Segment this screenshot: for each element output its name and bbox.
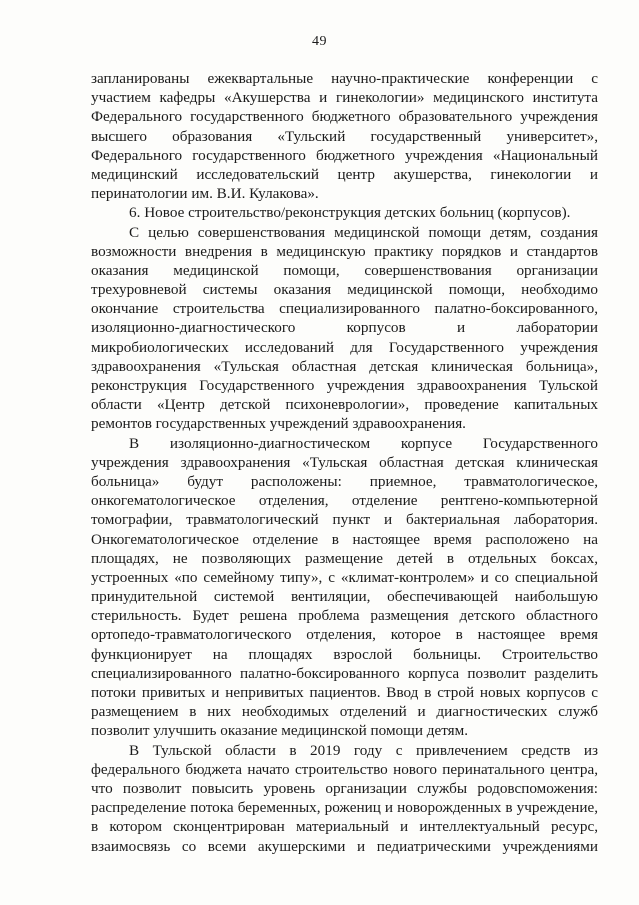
text-line: томографии, травматологический пункт и бактериальная лаборатория. <box>91 511 598 529</box>
text-line: медицинский исследовательский центр акушерства, гинекологии и <box>91 165 598 183</box>
text-line: ортопедо-травматологического отделения, которое в настоящее время <box>91 626 598 644</box>
text-line: изоляционно-диагностического корпусов и лаборатории <box>91 319 598 337</box>
text-line: потоки привитых и непривитых пациентов. Ввод в строй новых корпусов с <box>91 684 598 701</box>
text-line: высшего образования «Тульский государственный университет», <box>91 127 598 145</box>
text-line: 6. Новое строительство/реконструкция детских больниц (корпусов). <box>129 204 571 222</box>
text-line: перинатологии им. В.И. Кулакова». <box>91 185 319 203</box>
text-line: здравоохранения «Тульская областная детская клиническая больница», <box>91 357 598 375</box>
text-line: специализированного палатно-боксированного корпуса позволит разделить <box>91 664 598 682</box>
text-line: в котором сконцентрирован материальный и интеллектуальный ресурс, <box>91 818 598 836</box>
text-line: что позволит повысить уровень организации службы родовспоможения: <box>91 779 598 797</box>
text-line: окончание строительства специализированного палатно-боксированного, <box>91 300 598 318</box>
text-line: размещением в них необходимых отделений и диагностических служб <box>91 703 598 721</box>
text-line: взаимосвязь со всеми акушерскими и педиатрическими учреждениями <box>91 837 598 855</box>
text-line: устроенных «по семейному типу», с «климат-контролем» и со специальной <box>91 568 598 586</box>
text-line: оказания медицинской помощи, совершенствования организации <box>91 261 598 279</box>
text-line: трехуровневой системы оказания медицинской помощи, необходимо <box>91 281 598 299</box>
text-line: распределение потока беременных, рожениц и новорожденных в учреждение, <box>91 799 598 817</box>
text-line: больница» будут расположены: приемное, травматологическое, <box>91 472 598 490</box>
text-line: микробиологических исследований для Государственного учреждения <box>91 338 598 356</box>
text-line: учреждения здравоохранения «Тульская областная детская клиническая <box>91 453 598 471</box>
text-line: федерального бюджета начато строительство нового перинатального центра, <box>91 760 598 778</box>
text-line: реконструкция Государственного учреждения здравоохранения Тульской <box>91 377 598 394</box>
text-line: Федерального государственного бюджетного учреждения «Национальный <box>91 146 598 164</box>
text-line: В изоляционно-диагностическом корпусе Государственного <box>129 434 598 452</box>
text-line: С целью совершенствования медицинской помощи детям, создания <box>129 223 598 241</box>
page-number: 49 <box>312 34 327 49</box>
text-line: площадях, не позволяющих размещение детей в отдельных боксах, <box>91 549 598 567</box>
text-line: ремонтов государственных учреждений здравоохранения. <box>91 415 466 433</box>
text-line: позволит улучшить оказание медицинской помощи детям. <box>91 722 469 740</box>
text-line: возможности внедрения в медицинскую практику порядков и стандартов <box>91 242 598 260</box>
text-line: функционирует на площадях взрослой больницы. Строительство <box>91 645 598 663</box>
text-line: онкогематологическое отделения, отделение рентгено-компьютерной <box>91 492 598 510</box>
text-line: В Тульской области в 2019 году с привлечением средств из <box>129 741 598 759</box>
text-line: стерильность. Будет решена проблема размещения детского областного <box>91 607 598 625</box>
text-line: Федерального государственного бюджетного образовательного учреждения <box>91 108 598 126</box>
text-line: запланированы ежеквартальные научно-практические конференции с <box>91 70 598 87</box>
text-line: принудительной системой вентиляции, обеспечивающей наибольшую <box>91 588 598 606</box>
text-line: области «Центр детской психоневрологии», проведение капитальных <box>91 396 598 414</box>
text-line: участием кафедры «Акушерства и гинекологии» медицинского института <box>91 89 598 107</box>
text-line: Онкогематологическое отделение в настоящее время расположено на <box>91 530 598 548</box>
document-body <box>91 69 598 856</box>
